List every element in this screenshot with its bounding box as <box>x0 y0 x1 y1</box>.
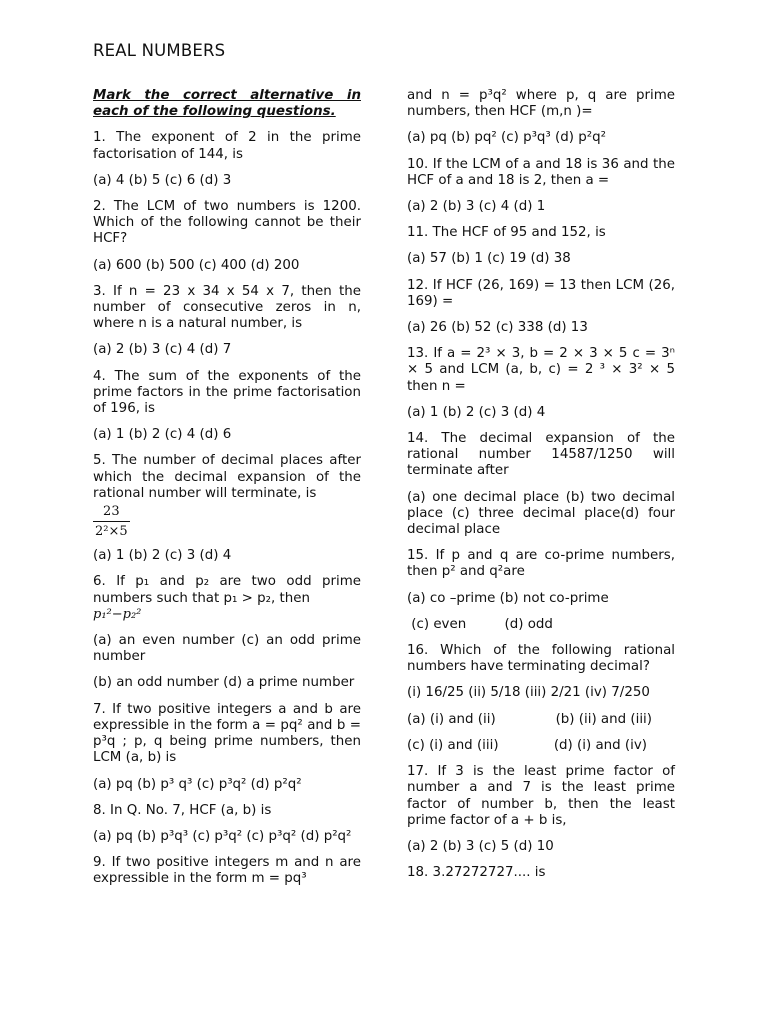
question-5-options: (a) 1 (b) 2 (c) 3 (d) 4 <box>93 548 232 564</box>
question-14-options: (a) one decimal place (b) two decimal place (c) three decimal place(d) four decimal place <box>407 489 675 538</box>
instructions-heading: Mark the correct alternative in each of the following questions. <box>93 88 361 120</box>
question-5-block <box>93 453 361 540</box>
question-13: 13. If a = 2³ × 3, b = 2 × 3 × 5 c = 3ⁿ × 5 and LCM (a, b, c) = 2 ³ × 3² × 5 then n = <box>407 346 675 394</box>
fraction-numerator: 23 <box>93 504 130 522</box>
right-column <box>407 88 675 891</box>
question-16-option-a: (a) (i) and (ii) <box>407 711 496 727</box>
question-12-options: (a) 26 (b) 52 (c) 338 (d) 13 <box>407 320 588 336</box>
question-11-options: (a) 57 (b) 1 (c) 19 (d) 38 <box>407 251 571 267</box>
question-10-options: (a) 2 (b) 3 (c) 4 (d) 1 <box>407 199 546 215</box>
question-16-options-row-1 <box>407 712 652 728</box>
page-title: REAL NUMBERS <box>93 41 226 60</box>
question-7: 7. If two positive integers a and b are expressible in the form a = pq² and b = p³q ; p, q being prime numbers, then LCM (a, b) is <box>93 701 361 766</box>
question-9: 9. If two positive integers m and n are expressible in the form m = pq³ <box>93 855 361 887</box>
question-16-options-row-2 <box>407 738 647 754</box>
question-16-option-b: (b) (ii) and (iii) <box>555 711 652 727</box>
question-4-options: (a) 1 (b) 2 (c) 4 (d) 6 <box>93 427 232 443</box>
question-1: 1. The exponent of 2 in the prime factorisation of 144, is <box>93 130 361 162</box>
question-9-continued: and n = p³q² where p, q are prime numbers, then HCF (m,n )= <box>407 88 675 120</box>
question-13-options: (a) 1 (b) 2 (c) 3 (d) 4 <box>407 404 546 420</box>
question-8: 8. In Q. No. 7, HCF (a, b) is <box>93 802 272 818</box>
question-16-items: (i) 16/25 (ii) 5/18 (iii) 2/21 (iv) 7/250 <box>407 685 650 701</box>
question-14: 14. The decimal expansion of the rational number 14587/1250 will terminate after <box>407 431 675 479</box>
question-15-options-b: (c) even (d) odd <box>407 616 553 632</box>
question-3: 3. If n = 23 x 34 x 54 x 7, then the number of consecutive zeros in n, where n is a natural number, is <box>93 283 361 332</box>
question-9-options: (a) pq (b) pq² (c) p³q³ (d) p²q² <box>407 130 606 146</box>
question-15: 15. If p and q are co-prime numbers, then p² and q²are <box>407 548 675 580</box>
question-6-options-a: (a) an even number (c) an odd prime number <box>93 633 361 665</box>
question-7-options: (a) pq (b) p³ q³ (c) p³q² (d) p²q² <box>93 776 302 792</box>
question-4: 4. The sum of the exponents of the prime factors in the prime factorisation of 196, is <box>93 368 361 417</box>
question-18: 18. 3.27272727.... is <box>407 865 546 881</box>
question-6-block <box>93 574 361 623</box>
question-3-options: (a) 2 (b) 3 (c) 4 (d) 7 <box>93 342 232 358</box>
question-6-expression: p₁²−p₂² <box>93 606 142 622</box>
question-2-options: (a) 600 (b) 500 (c) 400 (d) 200 <box>93 257 300 273</box>
question-12: 12. If HCF (26, 169) = 13 then LCM (26, 169) = <box>407 277 675 309</box>
question-17: 17. If 3 is the least prime factor of number a and 7 is the least prime factor of number b, then the least prime factor of a + b is, <box>407 764 675 828</box>
question-1-options: (a) 4 (b) 5 (c) 6 (d) 3 <box>93 172 232 188</box>
question-11: 11. The HCF of 95 and 152, is <box>407 225 606 241</box>
question-16: 16. Which of the following rational numbers have terminating decimal? <box>407 643 675 675</box>
question-8-options: (a) pq (b) p³q³ (c) p³q² (c) p³q² (d) p²q² <box>93 828 352 844</box>
question-17-options: (a) 2 (b) 3 (c) 5 (d) 10 <box>407 838 554 854</box>
question-2: 2. The LCM of two numbers is 1200. Which of the following cannot be their HCF? <box>93 199 361 247</box>
question-16-option-d: (d) (i) and (iv) <box>553 737 647 753</box>
question-6-options-b: (b) an odd number (d) a prime number <box>93 675 355 691</box>
question-6: 6. If p₁ and p₂ are two odd prime numbers such that p₁ > p₂, then <box>93 574 361 606</box>
question-10: 10. If the LCM of a and 18 is 36 and the HCF of a and 18 is 2, then a = <box>407 156 675 188</box>
question-5: 5. The number of decimal places after which the decimal expansion of the rational number will terminate, is <box>93 453 361 501</box>
question-5-fraction <box>93 504 130 539</box>
left-column <box>93 88 361 898</box>
question-16-option-c: (c) (i) and (iii) <box>407 737 499 753</box>
question-15-options-a: (a) co –prime (b) not co-prime <box>407 590 609 606</box>
fraction-denominator: 2²×5 <box>95 524 128 540</box>
